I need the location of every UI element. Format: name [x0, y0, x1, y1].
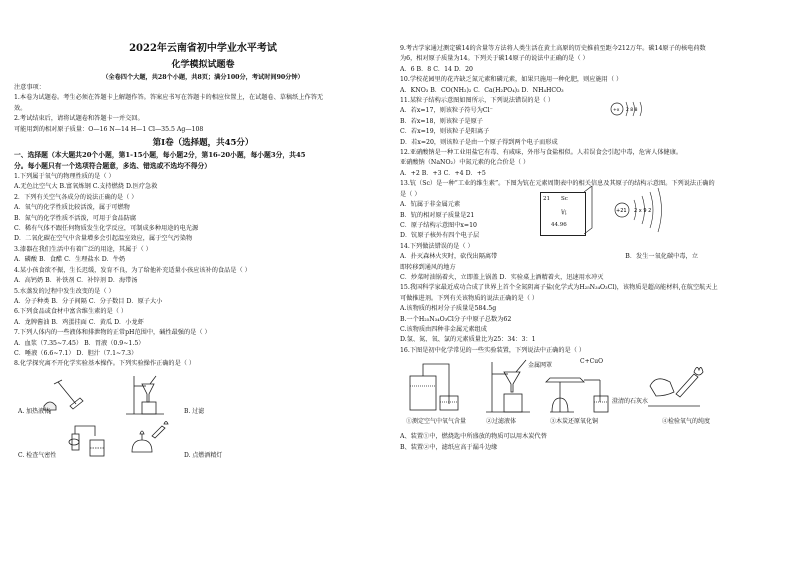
question-stem: 6.下列食品或食材中富含维生素的是（ ）	[14, 308, 128, 316]
section-heading: 分。每小题只有一个选项符合题意，多选、错选或不选均不得分）	[14, 162, 212, 171]
question-options: A．高钙奶 B．补铁剂 C．补锌剂 D．海带汤	[14, 277, 138, 285]
question-stem: 8.化学探究离不开化学实验基本操作。下列实验操作正确的是（ ）	[14, 360, 196, 368]
question-options: A．龙牌酱油 B．鸡蛋挂面 C．黄瓜 D．小龙虾	[14, 318, 144, 326]
question-options: A．KNO₃ B．CO(NH₂)₂ C．Ca(H₂PO₄)₂ D．NH₄HCO₃	[400, 86, 564, 94]
notice-line: 2.考试结束后，请将试题卷和答题卡一并交回。	[14, 115, 144, 123]
question-options: A.无色比空气大 B.富氧炼钢 C.支持燃烧 D.医疗急救	[14, 183, 158, 191]
question-stem: 亚硝酸钠（NaNO₂）中氮元素的化合价是（ ）	[400, 159, 530, 167]
question-stem: 2．下列有关空气各成分的说法正确的是（ ）	[14, 193, 138, 201]
apparatus-label: ④检验氧气的纯度	[662, 418, 711, 426]
question-stem: 15.我国科学家最近成功合成了世界上首个全氮阴离子盐(化学式为H₂₅N₃₄O₃Cl)，该物质是超高能材料,在航空航天上	[400, 284, 718, 292]
option-a-label: A. 加热液体	[18, 407, 51, 415]
alcohol-lamp-drawing	[132, 421, 168, 452]
option-b-text: B．发生一氧化碳中毒，立	[625, 253, 698, 261]
question-stem: 是（ ）	[400, 190, 421, 198]
apparatus-label: ③木炭还原氧化铜	[550, 418, 599, 426]
option-a-text: A．扑灭森林火灾时，砍伐出隔离带	[400, 253, 498, 261]
option-b: B．钪的相对原子质量是21	[400, 211, 475, 219]
atomic-mass: 44.96	[551, 222, 567, 229]
cube-edge-drawing	[584, 186, 600, 236]
left-column	[14, 40, 392, 462]
question-stem: 13.钪（Sc）是一种“工业的维生素”。下图为钪在元素周期表中的相关信息及其原子的结构示意图。下列说法正确的	[400, 180, 715, 188]
option-b: B.一个H₂₅N₃₄O₃Cl分子中原子总数为62	[400, 315, 512, 323]
oxygen-purity-drawing	[648, 368, 703, 407]
question-stem: 5.水蒸发的过程中发生改变的是（ ）	[14, 287, 115, 295]
option-c-label: C. 检查气密性	[18, 451, 57, 459]
question-stem: 10.学校花园里的花卉缺乏氮元素和磷元素，如果只施用一种化肥，则应施用（ ）	[400, 76, 623, 84]
option-d: D．钪原子核外有四个电子层	[400, 232, 480, 240]
apparatus-label: ①测定空气中氧气含量	[406, 418, 467, 426]
option-d: D．若x=20，则该粒子是由一个原子得到两个电子而形成	[400, 138, 558, 146]
question-options: A．+2 B．+3 C．+4 D．+5	[400, 169, 486, 177]
reactants-label: C+CuO	[580, 358, 603, 366]
option-b-label: B. 过滤	[184, 407, 205, 415]
option-b: B．若x=18，则该粒子是原子	[400, 117, 483, 125]
question-stem: 11.某粒子结构示意图如图所示，下列说法错误的是（ ）	[400, 97, 555, 105]
limewater-label: 澄清的石灰水	[612, 398, 649, 406]
question-options: A．磷酸 B．食醋 C．生理盐水 D．牛奶	[14, 256, 126, 264]
option-d: D.氢、氮、氧、氯的元素质量比为25：34：3：1	[400, 336, 536, 344]
metal-mesh-label: 金属网罩	[528, 362, 553, 370]
svg-text:2 x 9 2: 2 x 9 2	[634, 208, 652, 215]
option-c: C．原子结构示意图中x=10	[400, 221, 477, 229]
question-stem: 7.下列人体内的一些液体和排泄物的正常pH范围中，碱性最强的是（ ）	[14, 329, 211, 337]
right-column	[400, 44, 784, 453]
q13-block	[400, 196, 784, 242]
airtightness-drawing	[69, 426, 104, 456]
question-stem: 9.考古学家通过测定碳14的含量等方法将人类生活在黄土高原的历史推前至距今212万年。碳14原子的核电荷数	[400, 45, 706, 52]
element-symbol: Sc	[561, 196, 568, 203]
question-stem: 可做推进剂。下列有关该物质的说法正确的是（ ）	[400, 294, 539, 302]
option-b: B．氮气的化学性质不活泼，可用于食品防腐	[14, 214, 137, 222]
option-c: C．稀有气体不跟任何物质发生化学反应，可制成多种用途的电光源	[14, 225, 199, 233]
svg-text:+x: +x	[613, 108, 620, 114]
q16-figure	[400, 356, 784, 432]
notice-line: 1.本卷为试题卷。考生必须在答题卡上解题作答。答案应书写在答题卡的相应位置上，在试题卷、草稿纸上作答无	[14, 94, 324, 102]
question-stem: 14.下列做法错误的是（ ）	[400, 242, 474, 250]
question-stem: 1.下列属于氧气的物理性质的是（ ）	[14, 173, 115, 181]
svg-text:2 8 8: 2 8 8	[626, 108, 638, 114]
option-d: D．二氧化碳在空气中含量增多会引起温室效应，属于空气污染物	[14, 235, 193, 243]
option-a: A．氧气的化学性质比较活泼，属于可燃物	[14, 204, 130, 212]
option-a: A、装置①中，燃烧匙中所盛放的物质可以用木炭代替	[400, 433, 547, 441]
exam-title: 2022年云南省初中学业水平考试	[129, 43, 277, 54]
element-name: 钪	[561, 210, 567, 217]
option-a: A．钪属于非金属元素	[400, 201, 461, 209]
question-stem: 3.漆器在我们生活中有着广泛的用途，其属于（ ）	[14, 245, 152, 253]
option-cd: C．炒菜时油锅着火，立即盖上锅盖 D．实验桌上酒精着火，迅速用水冲灭	[400, 273, 604, 281]
carbon-reduction-drawing	[546, 378, 608, 412]
notice-line: 可能用到的相对原子质量：O—16 N—14 H—1 Cl—35.5 Ag—108	[14, 125, 204, 133]
option-a	[400, 252, 784, 262]
option-a: A.该物质的相对分子质量是584.5g	[400, 305, 497, 313]
option-c: C．若x=19，则该粒子是阳离子	[400, 128, 490, 136]
part-heading: 第Ⅰ卷（选择题，共45分）	[152, 138, 254, 149]
option-b: B、装置②中，滤纸应高于漏斗边缘	[400, 443, 498, 451]
option-d-label: D. 点燃酒精灯	[184, 451, 223, 459]
apparatus-label: ②过滤液体	[486, 418, 517, 426]
question-stem: 4.某小孩食欲不振，生长迟缓，发育不良，为了给他补充适量小孩应该补的食品是（ ）	[14, 266, 251, 274]
periodic-cell	[540, 192, 586, 236]
notice-line: 效。	[14, 104, 27, 112]
exam-subtitle: 化学模拟试题卷	[171, 60, 235, 70]
question-stem: 12.亚硝酸钠是一种工业用盐它有毒、有咸味，外形与食盐相似。人若误食会引起中毒，危害人体健康。	[400, 149, 683, 157]
q8-apparatus-drawings	[14, 370, 392, 462]
scandium-atom-diagram	[612, 186, 672, 236]
question-options: A．血浆（7.35~7.45） B．胃液（0.9~1.5）	[14, 339, 145, 347]
exam-note: （全卷四个大题，共28个小题，共8页；满分100分，考试时间90分钟）	[102, 74, 304, 81]
svg-text:+21: +21	[616, 208, 627, 215]
question-options: A．6 B．8 C．14 D．20	[400, 65, 473, 73]
oxygen-measure-drawing	[410, 364, 458, 410]
section-heading: 一、选择题（本大题共20个小题，第1-15小题，每小题2分，第16-20小题，每小题3分，共45	[14, 151, 306, 160]
atomic-number: 21	[543, 196, 550, 203]
q11-block	[400, 106, 784, 148]
question-options: A．分子种类 B．分子间隔 C．分子数目 D．原子大小	[14, 297, 163, 305]
question-options: C．唾液（6.6~7.1） D．胆汁（7.1~7.3）	[14, 349, 138, 357]
option-c: C.该物质由四种非金属元素组成	[400, 325, 487, 333]
q8-figure	[14, 370, 392, 462]
question-stem: 16.下图是初中化学常见的一些实验装置，下列说法中正确的是（ ）	[400, 346, 586, 354]
option-b-continued: 即转移到通风的地方	[400, 263, 456, 271]
notice-head: 注意事项：	[14, 84, 45, 91]
question-stem: 为6，相对原子质量为14。下列关于碳14原子的说法中正确的是（ ）	[400, 55, 589, 63]
particle-structure-diagram	[608, 96, 648, 122]
filtration-drawing	[126, 376, 164, 414]
filtration-drawing	[486, 360, 530, 412]
option-a: A．若x=17，则该粒子符号为Cl⁻	[400, 107, 493, 115]
